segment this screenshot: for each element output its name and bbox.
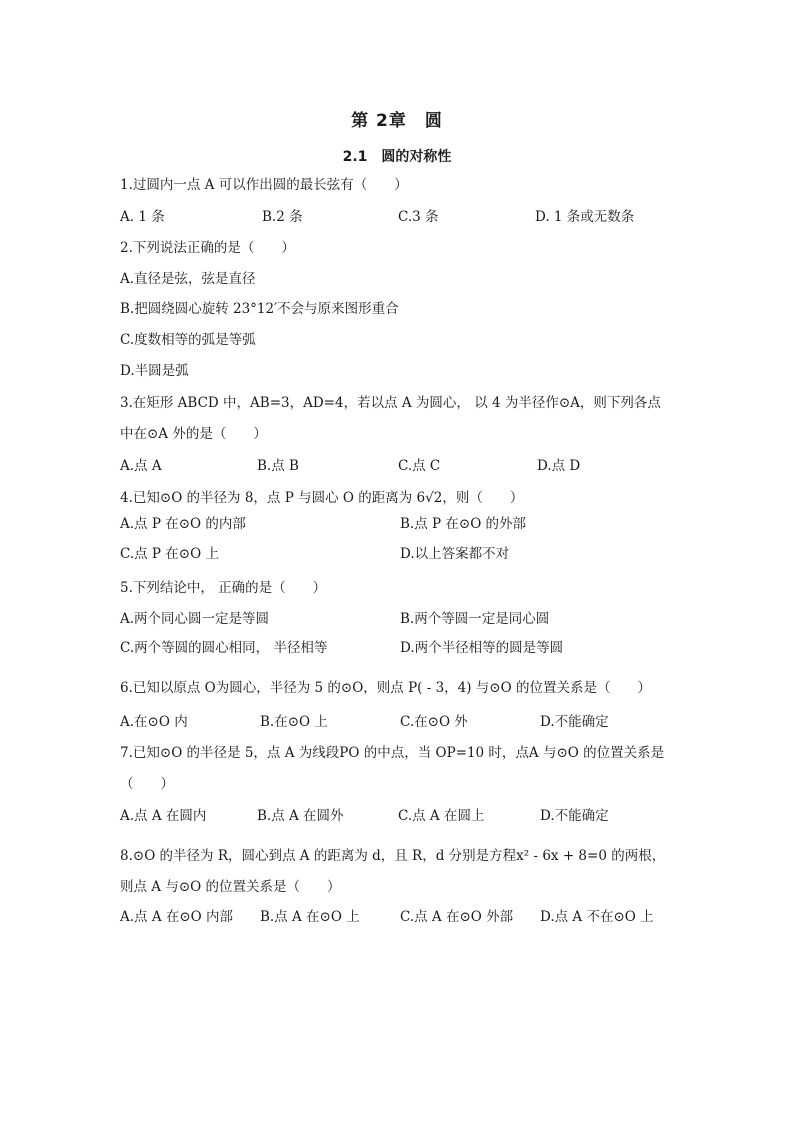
question-8-option-c: C.点 A 在⊙O 外部 [400, 909, 514, 925]
question-5-option-a: A.两个同心圆一定是等圆 [120, 611, 270, 627]
section-title: 2.1 圆的对称性 [342, 149, 452, 165]
question-2-option-b: B.把圆绕圆心旋转 23°12′不会与原来图形重合 [120, 301, 399, 317]
question-7-option-b: B.点 A 在圆外 [257, 808, 344, 824]
question-1-option-a: A. 1 条 [120, 209, 165, 225]
question-3-option-d: D.点 D [537, 458, 581, 474]
question-8-stem-line-2: 则点 A 与⊙O 的位置关系是（ ） [120, 879, 341, 895]
question-8-option-b: B.点 A 在⊙O 上 [260, 909, 360, 925]
question-5-option-d: D.两个半径相等的圆是等圆 [400, 640, 564, 656]
question-6-stem: 6.已知以原点 O为圆心，半径为 5 的⊙O，则点 P( - 3，4) 与⊙O 的位置关系是（ ） [120, 680, 651, 696]
question-1-stem: 1.过圆内一点 A 可以作出圆的最长弦有（ ） [120, 177, 408, 193]
question-3-option-c: C.点 C [398, 458, 441, 474]
question-7-option-d: D.不能确定 [540, 808, 609, 824]
question-8-option-d: D.点 A 不在⊙O 上 [540, 909, 654, 925]
question-1-option-d: D. 1 条或无数条 [535, 209, 635, 225]
question-3-option-b: B.点 B [257, 458, 299, 474]
question-2-option-c: C.度数相等的弧是等弧 [120, 332, 256, 348]
question-7-stem-line-1: 7.已知⊙O 的半径是 5，点 A 为线段PO 的中点，当 OP=10 时，点A 与⊙O 的位置关系是 [120, 745, 665, 761]
question-4-option-b: B.点 P 在⊙O 的外部 [400, 516, 527, 532]
question-7-option-c: C.点 A 在圆上 [398, 808, 485, 824]
question-4-stem: 4.已知⊙O 的半径为 8，点 P 与圆心 O 的距离为 6√2，则（ ） [120, 490, 524, 506]
question-6-option-d: D.不能确定 [540, 714, 609, 730]
question-5-option-c: C.两个等圆的圆心相同， 半径相等 [120, 640, 328, 656]
question-6-option-c: C.在⊙O 外 [400, 714, 468, 730]
question-4-option-d: D.以上答案都不对 [400, 546, 510, 562]
question-1-option-c: C.3 条 [398, 209, 439, 225]
question-2-option-a: A.直径是弦，弦是直径 [120, 271, 256, 287]
question-8-option-a: A.点 A 在⊙O 内部 [120, 909, 234, 925]
question-5-stem: 5.下列结论中， 正确的是（ ） [120, 580, 327, 596]
question-2-stem: 2.下列说法正确的是（ ） [120, 240, 295, 256]
chapter-title: 第 2章 圆 [351, 111, 443, 131]
question-7-option-a: A.点 A 在圆内 [120, 808, 207, 824]
question-6-option-b: B.在⊙O 上 [260, 714, 328, 730]
question-8-stem-line-1: 8.⊙O 的半径为 R，圆心到点 A 的距离为 d，且 R，d 分别是方程x² - 6x + 8=0 的两根， [120, 848, 666, 864]
question-3-stem-line-2: 中在⊙A 外的是（ ） [120, 426, 267, 442]
question-4-option-a: A.点 P 在⊙O 的内部 [120, 516, 246, 532]
question-2-option-d: D.半圆是弧 [120, 363, 189, 379]
question-3-option-a: A.点 A [120, 458, 162, 474]
question-3-stem-line-1: 3.在矩形 ABCD 中，AB=3，AD=4，若以点 A 为圆心， 以 4 为半径作⊙A，则下列各点 [120, 395, 661, 411]
question-7-stem-line-2: （ ） [120, 776, 174, 792]
question-1-option-b: B.2 条 [262, 209, 303, 225]
question-6-option-a: A.在⊙O 内 [120, 714, 188, 730]
question-4-option-c: C.点 P 在⊙O 上 [120, 546, 219, 562]
question-5-option-b: B.两个等圆一定是同心圆 [400, 611, 550, 627]
